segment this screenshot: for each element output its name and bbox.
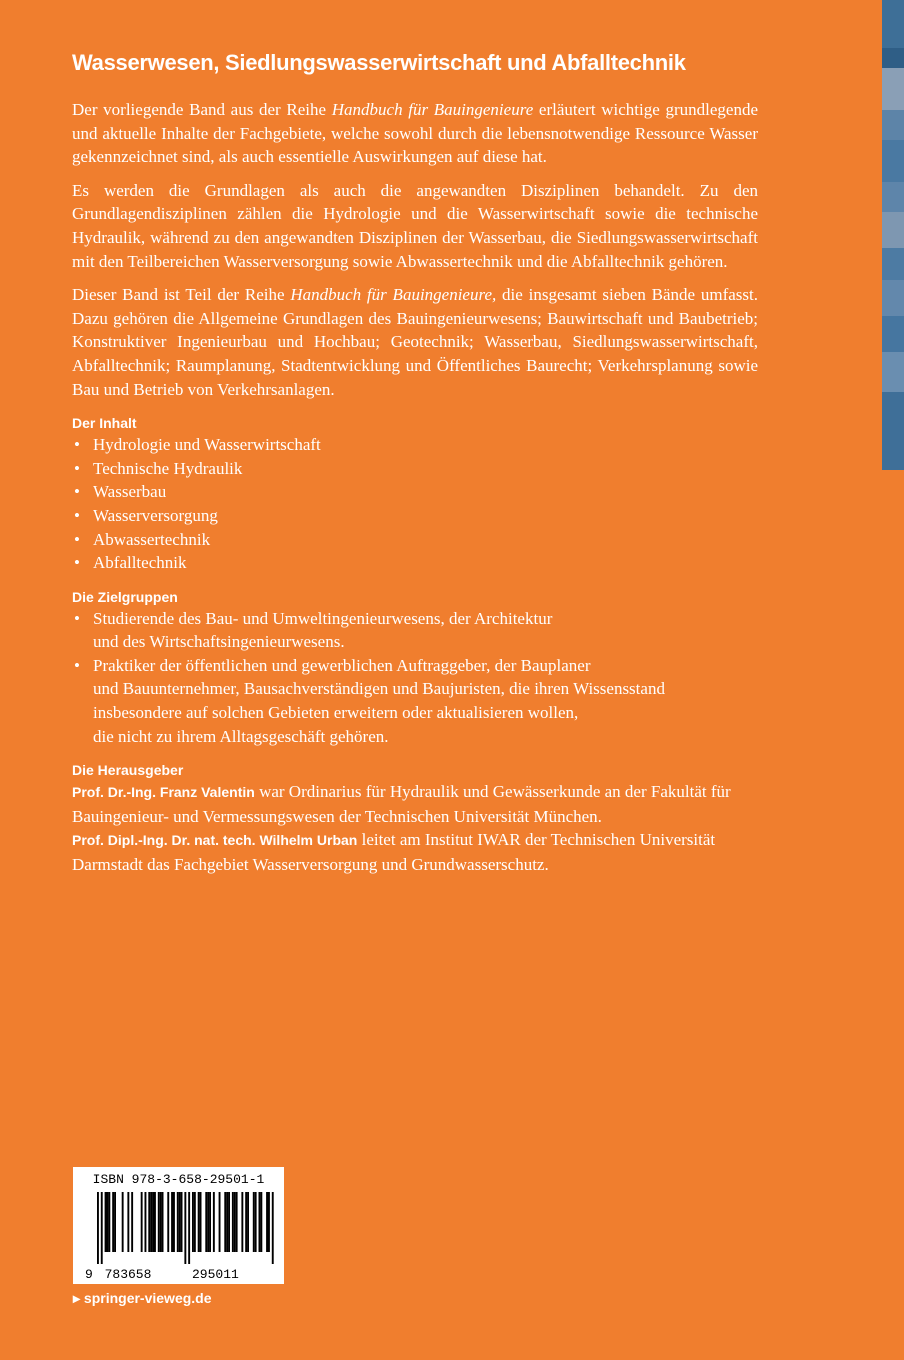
barcode-bar [173,1192,175,1252]
barcode-bar [259,1192,261,1252]
barcode-bar [260,1192,262,1252]
barcode-bar [198,1192,200,1252]
barcode-bar [194,1192,196,1252]
barcode-bar [160,1192,162,1252]
barcode-bar [213,1192,215,1252]
barcode-bar [162,1192,164,1252]
barcode-bar [224,1192,226,1252]
barcode-digits: 295011 [192,1267,239,1280]
barcode-bar [236,1192,238,1252]
list-item: • Praktiker der öffentlichen und gewerblichen Auftraggeber, der Bauplaner und Bauunternehmer, Bausachverständigen und Baujuristen, die ihren Wissensstand insbesondere auf solchen Gebieten erweitern oder aktualisieren wollen, die nicht zu ihrem Alltagsgeschäft gehören. [72,654,758,748]
intro-paragraph-3: Dieser Band ist Teil der Reihe Handbuch für Bauingenieure, die insgesamt sieben Bände umfasst. Dazu gehören die Allgemeine Grundlagen des Bauingenieurwesens; Bauwirtschaft und Baubetrieb; Konstruktiver Ingenieurbau und Hochbau; Geotechnik; Wasserbau, Siedlungswasserwirtschaft, Abfalltechnik; Raumplanung, Stadtentwicklung und Öffentliches Baurecht; Verkehrsplanung sowie Bau und Betrieb von Verkehrsanlagen. [72,285,758,399]
list-item: • Technische Hydraulik [72,457,758,481]
isbn-barcode [73,1167,284,1284]
barcode-bar [152,1192,154,1252]
list-item: • Abfalltechnik [72,551,758,575]
barcode-bar [105,1192,107,1252]
barcode-bar [245,1192,247,1252]
barcode-bar [179,1192,181,1252]
back-cover-text [72,98,758,877]
barcode-bar [141,1192,143,1252]
barcode-bar [148,1192,150,1252]
series-color-strip [882,0,904,470]
barcode-bar [226,1192,228,1252]
zielgruppen-heading: Die Zielgruppen [72,588,178,605]
barcode-digits: 9 [85,1267,93,1280]
intro-paragraph-1: Der vorliegende Band aus der Reihe Handbuch für Bauingenieure erläutert wichtige grundlegende und aktuelle Inhalte der Fachgebiete, welche sowohl durch die lebensnotwendige Ressource Wasser gekennzeichnet sind, als auch essentielle Auswirkungen auf diese hat. [72,100,758,167]
barcode-bar [112,1192,114,1252]
barcode-bar [200,1192,202,1252]
editor-2: Prof. Dipl.-Ing. Dr. nat. tech. Wilhelm Urban leitet am Institut IWAR der Technischen Universität Darmstadt das Fachgebiet Wasserversorgung und Grundwasserschutz. [72,830,716,875]
barcode-bar [108,1192,110,1252]
intro-paragraph-2: Es werden die Grundlagen als auch die angewandten Disziplinen behandelt. Zu den Grundlagendisziplinen zählen die Hydrologie und die Wasserwirtschaft sowie die technische Hydraulik, während zu den angewandten Disziplinen der Wasserbau, die Siedlungswasserwirtschaft mit den Teilbereichen Wasserversorgung sowie Abwassertechnik und die Abfalltechnik gehören. [72,180,758,271]
inhalt-heading: Der Inhalt [72,415,137,432]
barcode-bar [192,1192,194,1252]
barcode-icon [83,1192,275,1280]
barcode-bar [188,1192,190,1264]
barcode-digits: 783658 [104,1267,152,1280]
zielgruppen-list [72,607,758,749]
list-item: • Hydrologie und Wasserwirtschaft [72,433,758,457]
barcode-bar [241,1192,243,1252]
barcode-bar [145,1192,147,1252]
barcode-bar [177,1192,179,1252]
barcode-bar [209,1192,211,1252]
inhalt-list [72,433,758,575]
barcode-bar [127,1192,129,1252]
publisher-link[interactable]: ▸ springer-vieweg.de [73,1290,212,1306]
barcode-bar [255,1192,257,1252]
barcode-bar [205,1192,207,1252]
barcode-bar [97,1192,99,1264]
barcode-bar [154,1192,156,1252]
barcode-bar [207,1192,209,1252]
list-item: • Wasserbau [72,480,758,504]
list-item: • Abwassertechnik [72,528,758,552]
barcode-bar [232,1192,234,1252]
barcode-bar [131,1192,133,1252]
barcode-bar [114,1192,116,1252]
barcode-bar [266,1192,268,1252]
editor-1: Prof. Dr.-Ing. Franz Valentin war Ordinarius für Hydraulik und Gewässerkunde an der Fakultät für Bauingenieur- und Vermessungswesen der Technischen Universität München. [72,782,731,826]
barcode-bar [171,1192,173,1252]
barcode-bar [181,1192,183,1252]
barcode-bar [219,1192,221,1252]
barcode-bar [150,1192,152,1252]
barcode-bar [272,1192,274,1264]
barcode-bar [158,1192,160,1252]
list-item: • Studierende des Bau- und Umweltingenieurwesens, der Architektur und des Wirtschaftsingenieurwesens. [72,607,758,654]
isbn-label: ISBN 978-3-658-29501-1 [92,1172,265,1187]
barcode-bar [268,1192,270,1252]
barcode-bar [122,1192,124,1252]
list-item: • Wasserversorgung [72,504,758,528]
barcode-bar [107,1192,109,1252]
barcode-bar [167,1192,169,1252]
herausgeber-heading: Die Herausgeber [72,762,184,779]
barcode-bar [234,1192,236,1252]
barcode-bar [101,1192,103,1264]
barcode-bar [228,1192,230,1252]
barcode-bar [184,1192,186,1264]
barcode-bar [253,1192,255,1252]
page-title: Wasserwesen, Siedlungswasserwirtschaft und Abfalltechnik [72,50,686,75]
barcode-bar [247,1192,249,1252]
